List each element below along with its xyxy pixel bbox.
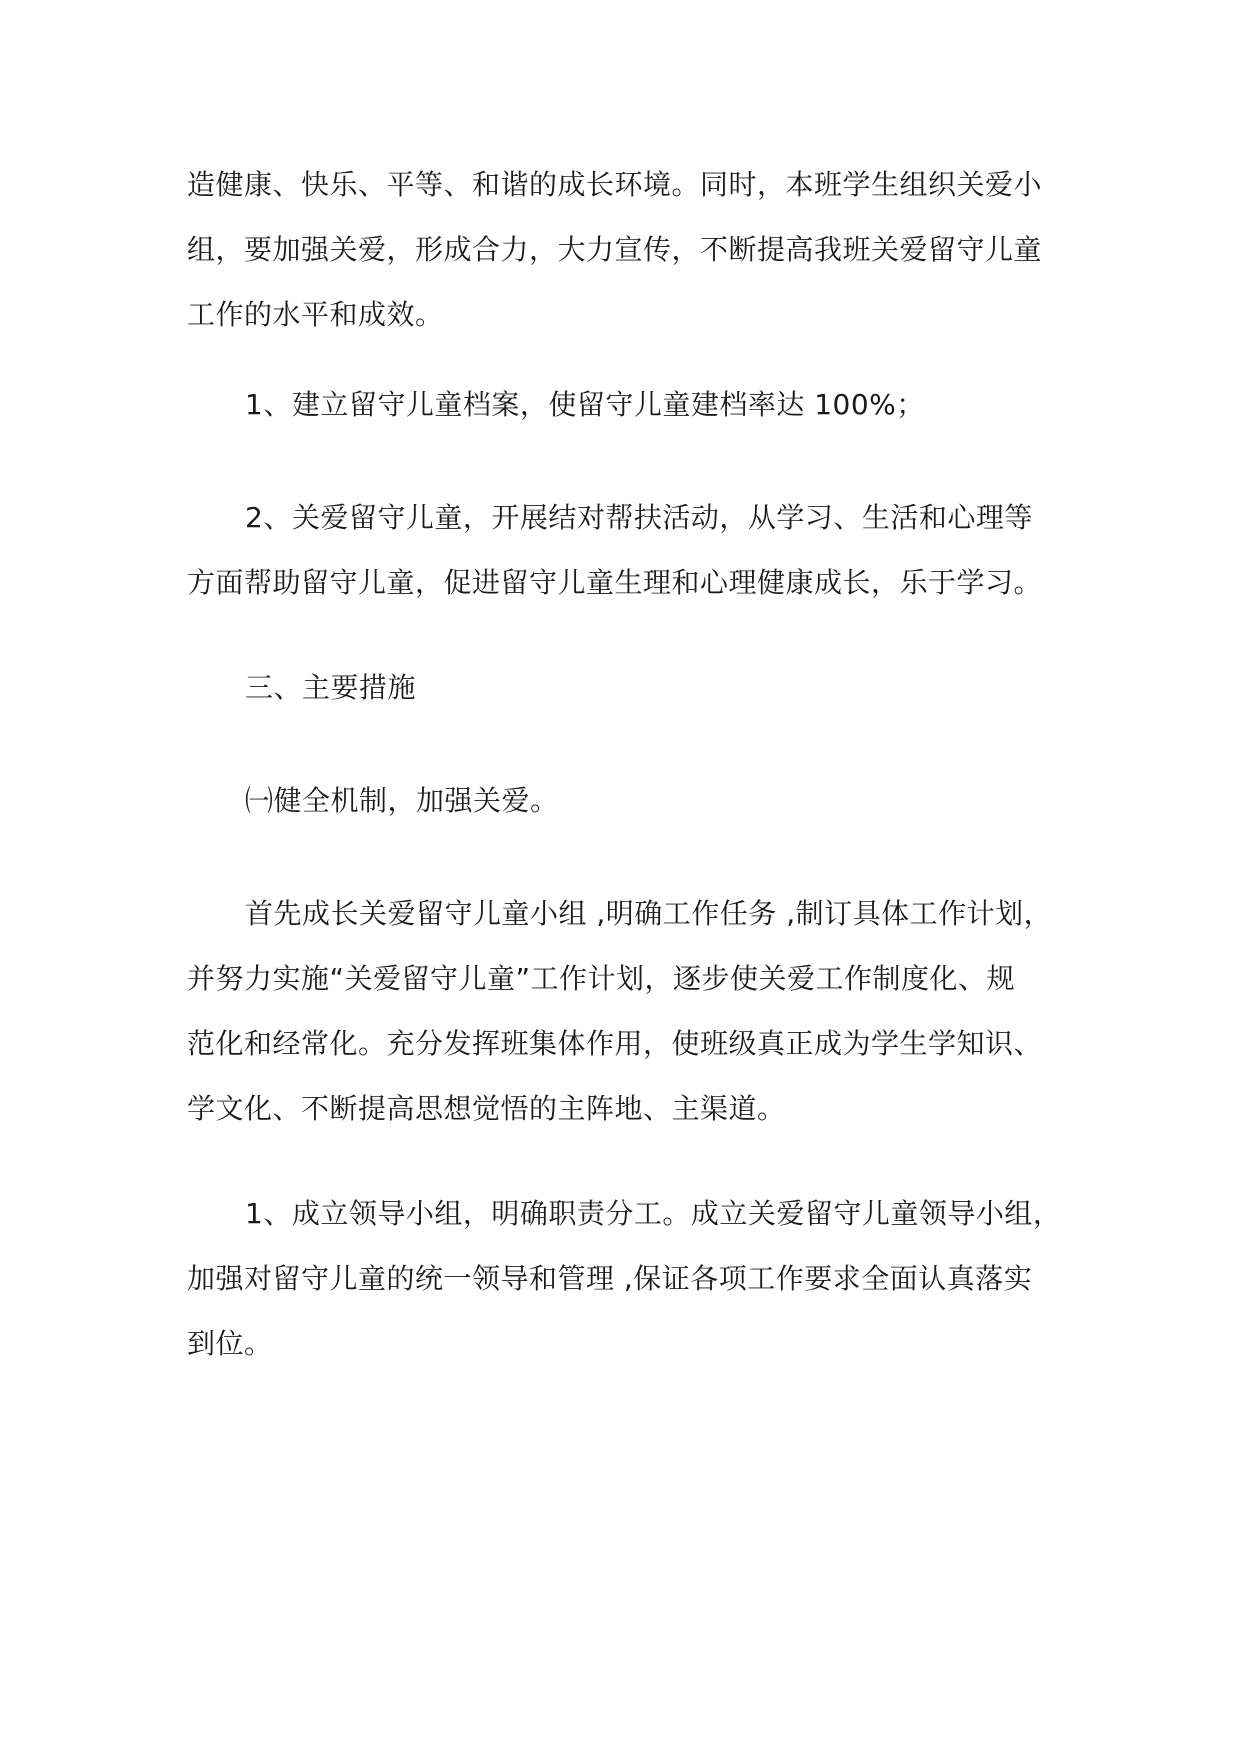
text-line: 加强对留守儿童的统一领导和管理 ,保证各项工作要求全面认真落实 — [187, 1262, 1033, 1295]
text-line: 并努力实施“关爱留守儿童”工作计划，逐步使关爱工作制度化、规 — [187, 962, 1016, 995]
text-line: 方面帮助留守儿童，促进留守儿童生理和心理健康成长，乐于学习。 — [187, 566, 1043, 599]
text-line: 1、成立领导小组，明确职责分工。成立关爱留守儿童领导小组， — [245, 1197, 1062, 1230]
paragraph-goal-1 — [187, 372, 1067, 437]
text-line: 首先成长关爱留守儿童小组 ,明确工作任务 ,制订具体工作计划， — [245, 897, 1053, 930]
text-line: 学文化、不断提高思想觉悟的主阵地、主渠道。 — [187, 1092, 786, 1125]
subheading-mechanism — [187, 768, 1067, 833]
paragraph-growth-environment — [187, 152, 1067, 347]
text-line: 组，要加强关爱，形成合力，大力宣传，不断提高我班关爱留守儿童 — [187, 233, 1043, 266]
text-line: 造健康、快乐、平等、和谐的成长环境。同时，本班学生组织关爱小 — [187, 168, 1043, 201]
text-line: ㈠健全机制，加强关爱。 — [245, 784, 559, 817]
text-line: 到位。 — [187, 1327, 273, 1360]
section-heading-main-measures — [187, 655, 1067, 720]
text-line: 2、关爱留守儿童，开展结对帮扶活动，从学习、生活和心理等 — [245, 501, 1033, 534]
paragraph-leadership-group — [187, 1181, 1067, 1376]
text-line: 工作的水平和成效。 — [187, 298, 444, 331]
text-line: 1、建立留守儿童档案，使留守儿童建档率达 100%； — [245, 388, 925, 421]
paragraph-care-group — [187, 881, 1067, 1141]
text-line: 三、主要措施 — [245, 671, 417, 704]
paragraph-goal-2 — [187, 485, 1067, 615]
text-line: 范化和经常化。充分发挥班集体作用，使班级真正成为学生学知识、 — [187, 1027, 1043, 1060]
